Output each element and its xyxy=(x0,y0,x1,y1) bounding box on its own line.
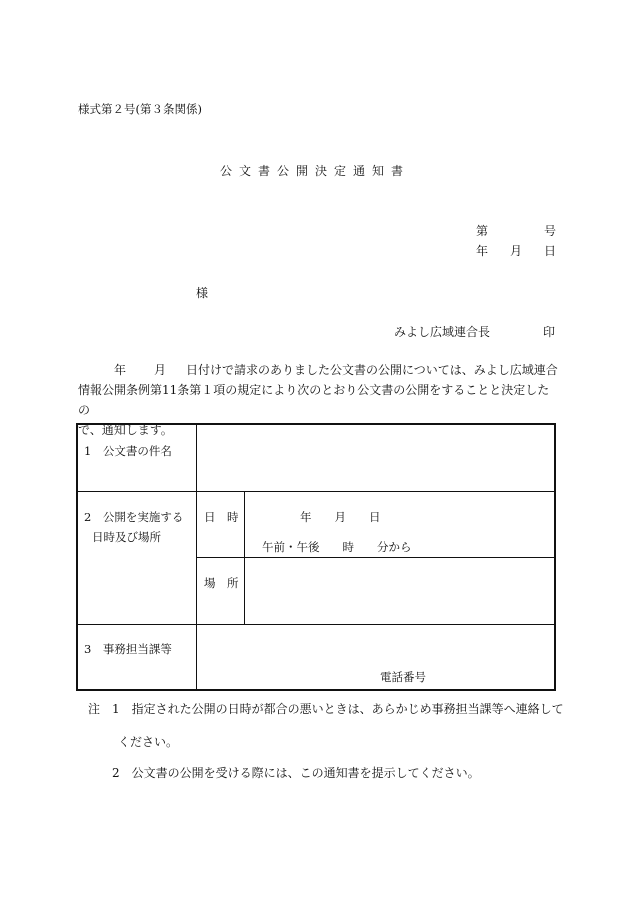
note-2: 2 公文書の公開を受ける際には、この通知書を提示してください。 xyxy=(112,766,480,780)
datetime-label: 日 時 xyxy=(204,510,239,524)
number-prefix: 第 xyxy=(476,224,489,238)
row-divider-1 xyxy=(78,491,554,492)
column-divider-main xyxy=(196,425,197,689)
place-label: 場 所 xyxy=(204,576,239,590)
column-divider-sub xyxy=(244,491,245,624)
number-suffix: 号 xyxy=(544,224,557,238)
note-1-line-2: ください。 xyxy=(118,735,179,749)
disclosure-table xyxy=(76,423,556,691)
issuer-name: みよし広域連合長 xyxy=(394,325,491,339)
time-placeholder: 午前・午後 時 分から xyxy=(262,540,412,554)
phone-label: 電話番号 xyxy=(380,670,426,684)
date-year: 年 xyxy=(476,244,489,258)
row-document-name-label: 1 公文書の件名 xyxy=(84,444,172,458)
row-department-label: 3 事務担当課等 xyxy=(84,642,172,656)
row-schedule-label-line2: 日時及び場所 xyxy=(92,530,161,544)
date-placeholder: 年 月 日 xyxy=(300,510,381,524)
date-day: 日 xyxy=(544,244,557,258)
row-schedule-label-line1: 2 公開を実施する xyxy=(84,510,184,524)
addressee-suffix: 様 xyxy=(196,286,209,300)
document-title: 公文書公開決定通知書 xyxy=(219,164,410,178)
note-1-line-1: 注 1 指定された公開の日時が都合の悪いときは、あらかじめ事務担当課等へ連絡して xyxy=(88,702,564,716)
body-line-1 xyxy=(78,360,560,380)
row-divider-2 xyxy=(78,624,554,625)
body-year: 年 xyxy=(114,363,127,377)
form-number: 様式第２号(第３条関係) xyxy=(78,102,202,116)
body-line-3: で、通知します。 xyxy=(78,423,173,437)
body-month: 月 xyxy=(154,363,167,377)
body-line-1-rest: 日付けで請求のありました公文書の公開については、みよし広域連合 xyxy=(186,363,558,377)
date-month: 月 xyxy=(510,244,523,258)
seal-mark: 印 xyxy=(543,325,556,339)
row-divider-datetime-place xyxy=(196,557,554,558)
body-line-2: 情報公開条例第11条第１項の規定により次のとおり公文書の公開をすることと決定したの xyxy=(78,383,550,417)
